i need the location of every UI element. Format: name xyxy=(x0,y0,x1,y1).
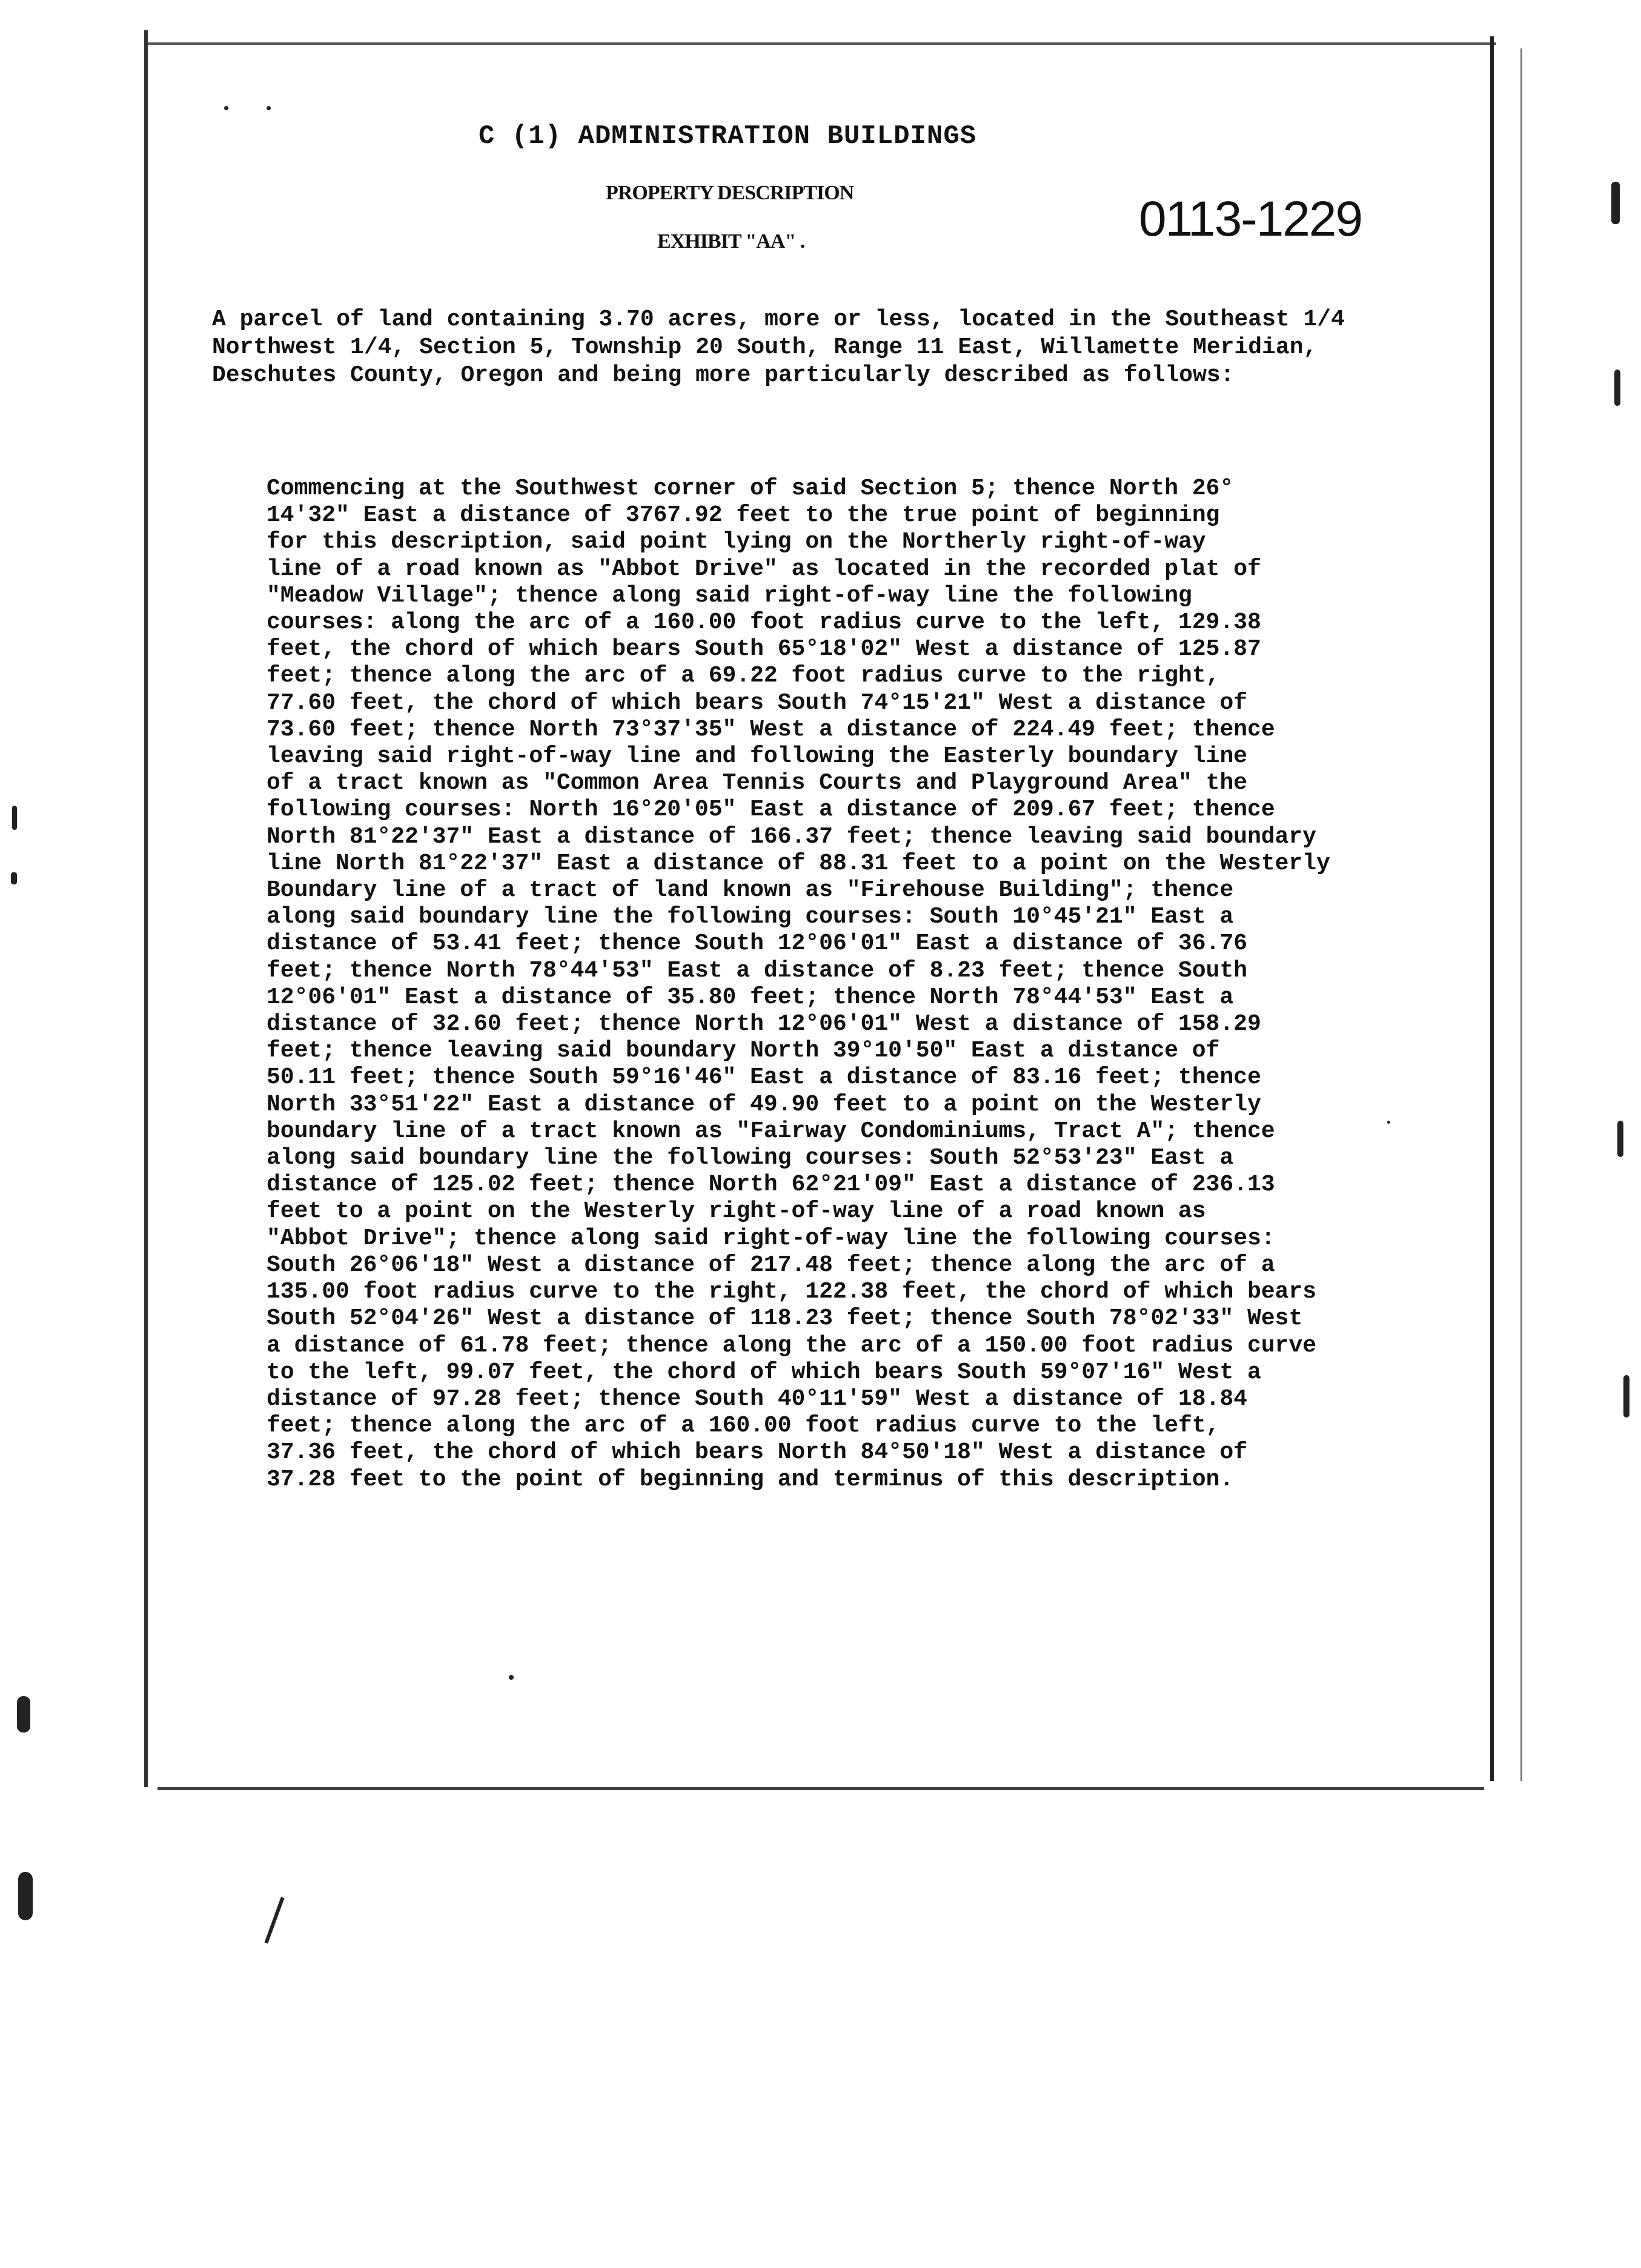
legal-description-paragraph: Commencing at the Southwest corner of said Section 5; thence North 26° 14'32" East a distance of 3767.92 feet to the true point of beginning for this description, said point lying on the Northerly right-of-way line of a road known as "Abbot Drive" as located in the recorded plat of "Meadow Village"; thence along said right-of-way line the following courses: along the arc of a 160.00 foot radius curve to the left, 129.38 feet, the chord of which bears South 65°18'02" West a distance of 125.87 feet; thence along the arc of a 69.22 foot radius curve to the right, 77.60 feet, the chord of which bears South 74°15'21" West a distance of 73.60 feet; thence North 73°37'35" West a distance of 224.49 feet; thence leaving said right-of-way line and following the Easterly boundary line of a tract known as "Common Area Tennis Courts and Playground Area" the following courses: North 16°20'05" East a distance of 209.67 feet; thence North 81°22'37" East a distance of 166.37 feet; thence leaving said boundary line North 81°22'37" East a distance of 88.31 feet to a point on the Westerly Boundary line of a tract of land known as "Firehouse Building"; thence along said boundary line the following courses: South 10°45'21" East a distance of 53.41 feet; thence South 12°06'01" East a distance of 36.76 feet; thence North 78°44'53" East a distance of 8.23 feet; thence South 12°06'01" East a distance of 35.80 feet; thence North 78°44'53" East a distance of 32.60 feet; thence North 12°06'01" West a distance of 158.29 feet; thence leaving said boundary North 39°10'50" East a distance of 50.11 feet; thence South 59°16'46" East a distance of 83.16 feet; thence North 33°51'22" East a distance of 49.90 feet to a point on the Westerly boundary line of a tract known as "Fairway Condominiums, Tract A"; thence along said boundary line the following courses: South 52°53'23" East a distance of 125.02 feet; thence North 62°21'09" East a distance of 236.13 feet to a point on the Westerly right-of-way line of a road known as "Abbot Drive"; thence along said right-of-way line the following courses: South 26°06'18" West a distance of 217.48 feet; thence along the arc of a 135.00 foot radius curve to the right, 122.38 feet, the chord of which bears South 52°04'26" West a distance of 118.23 feet; thence South 78°02'33" West a distance of 61.78 feet; thence along the arc of a 150.00 foot radius curve to the left, 99.07 feet, the chord of which bears South 59°07'16" West a distance of 97.28 feet; thence South 40°11'59" West a distance of 18.84 feet; thence along the arc of a 160.00 foot radius curve to the left, 37.36 feet, the chord of which bears North 84°50'18" West a distance of 37.28 feet to the point of beginning and terminus of this description. xyxy=(267,476,1330,1493)
exhibit-label: EXHIBIT "AA" . xyxy=(657,230,805,253)
page-border-bottom xyxy=(157,1787,1484,1790)
scan-speck xyxy=(11,872,17,884)
document-number: 0113-1229 xyxy=(1139,191,1362,247)
page-border-top xyxy=(145,42,1496,45)
scan-speck xyxy=(18,1872,33,1920)
scan-speck xyxy=(267,106,271,110)
scan-speck xyxy=(1611,182,1620,224)
intro-paragraph: A parcel of land containing 3.70 acres, more or less, located in the Southeast 1/4 Northwest 1/4, Section 5, Township 20 South, Range 11 East, Willamette Meridian, Deschutes County, Oregon and being more particularly described as follows: xyxy=(212,307,1345,388)
scan-speck xyxy=(1617,1121,1623,1157)
scan-speck xyxy=(1614,370,1620,406)
scan-speck xyxy=(1387,1121,1390,1124)
page-border-right-outer xyxy=(1520,48,1522,1781)
scan-speck xyxy=(224,106,228,110)
page-border-left xyxy=(144,30,148,1787)
pen-stroke xyxy=(265,1897,285,1943)
document-title: C (1) ADMINISTRATION BUILDINGS xyxy=(479,121,977,151)
scan-speck xyxy=(17,1696,30,1732)
property-description-label: PROPERTY DESCRIPTION xyxy=(606,182,854,204)
scan-speck xyxy=(12,806,17,830)
scan-speck xyxy=(1623,1375,1629,1418)
scan-speck xyxy=(509,1675,514,1680)
page-border-right xyxy=(1490,36,1494,1781)
